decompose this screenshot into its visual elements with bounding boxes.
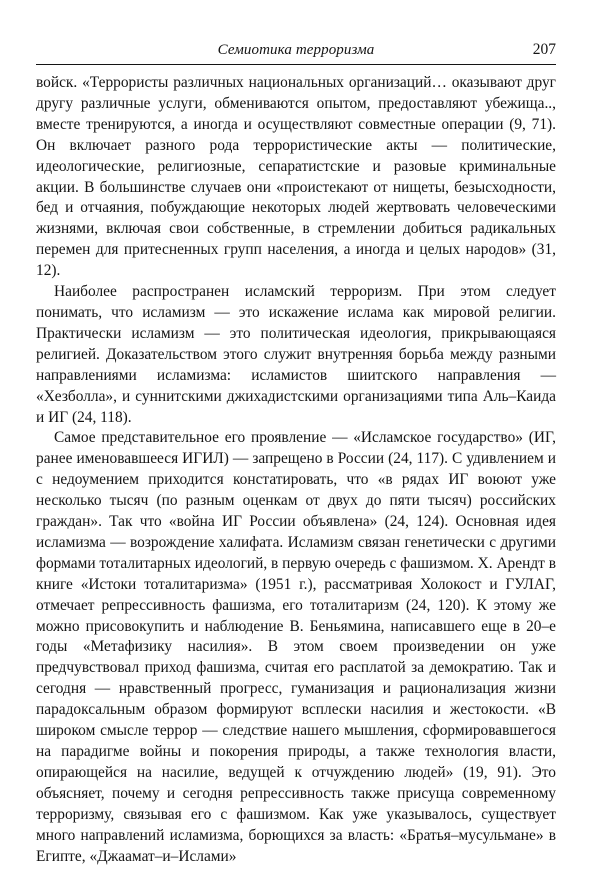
body-text bbox=[36, 73, 556, 867]
book-page bbox=[36, 40, 556, 867]
running-head bbox=[36, 40, 556, 65]
paragraph-1: войск. «Террористы различных национальных организаций… оказывают друг другу различные услуги, обмениваются опытом, предоставляют убежища.., вместе тренируются, а иногда и осуществляют совместные операции (9, 71). Он включает разного рода террористические акты — политические, идеологические, религиозные, сепаратистские и разовые криминальные акции. В большинстве случаев они «проистекают от нищеты, безысходности, бед и отчаяния, побуждающие некоторых людей жертвовать человеческими жизнями, включая свои собственные, в стремлении добиться радикальных перемен для притесненных групп населения, а иногда и целых народов» (31, 12). bbox=[36, 74, 556, 280]
page-number: 207 bbox=[532, 41, 556, 58]
paragraph-3: Самое представительное его проявление — «Исламское государство» (ИГ, ранее именовавшееся ИГИЛ) — запрещено в России (24, 117). С удивлением и с недоумением приходится констатировать, что «в рядах ИГ воюют уже несколько тысяч (по разным оценкам от двух до пяти тысяч) российских граждан». Так что «война ИГ России объявлена» (24, 124). Основная идея исламизма — возрождение халифата. Исламизм связан генетически с другими формами тоталитарных идеологий, в первую очередь с фашизмом. Х. Арендт в книге «Истоки тоталитаризма» (1951 г.), рассматривая Холокост и ГУЛАГ, отмечает репрессивность фашизма, его тоталитаризм (24, 120). К этому же можно присовокупить и наблюдение В. Беньямина, написавшего еще в 20–е годы «Метафизику насилия». В этом своем произведении он уже предчувствовал приход фашизма, считая его расплатой за демократию. Так и сегодня — нравственный прогресс, гуманизация и рационализация жизни парадоксальным образом формируют всплески насилия и жестокости. «В широком смысле террор — следствие нашего мышления, сформировавшегося на парадигме войны и покорения природы, а также технология власти, опирающейся на насилие, ведущей к отчуждению людей» (19, 91). Это объясняет, почему и сегодня репрессивность также присуща современному терроризму, связывая его с фашизмом. Как уже указывалось, существует много направлений исламизма, борющихся за власть: «Братья–мусульмане» в Египте, «Джаамат–и–Ислами» bbox=[36, 429, 556, 865]
running-title: Семиотика терроризма bbox=[217, 42, 375, 58]
paragraph-2: Наиболее распространен исламский терроризм. При этом следует понимать, что исламизм — это искажение ислама как мировой религии. Практически исламизм — это политическая идеология, прикрывающаяся религией. Доказательством этого служит внутренняя борьба между разными направлениями исламизма: исламистов шиитского направления — «Хезболла», и суннитскими джихадистскими организациями типа Аль–Каида и ИГ (24, 118). bbox=[36, 283, 556, 426]
